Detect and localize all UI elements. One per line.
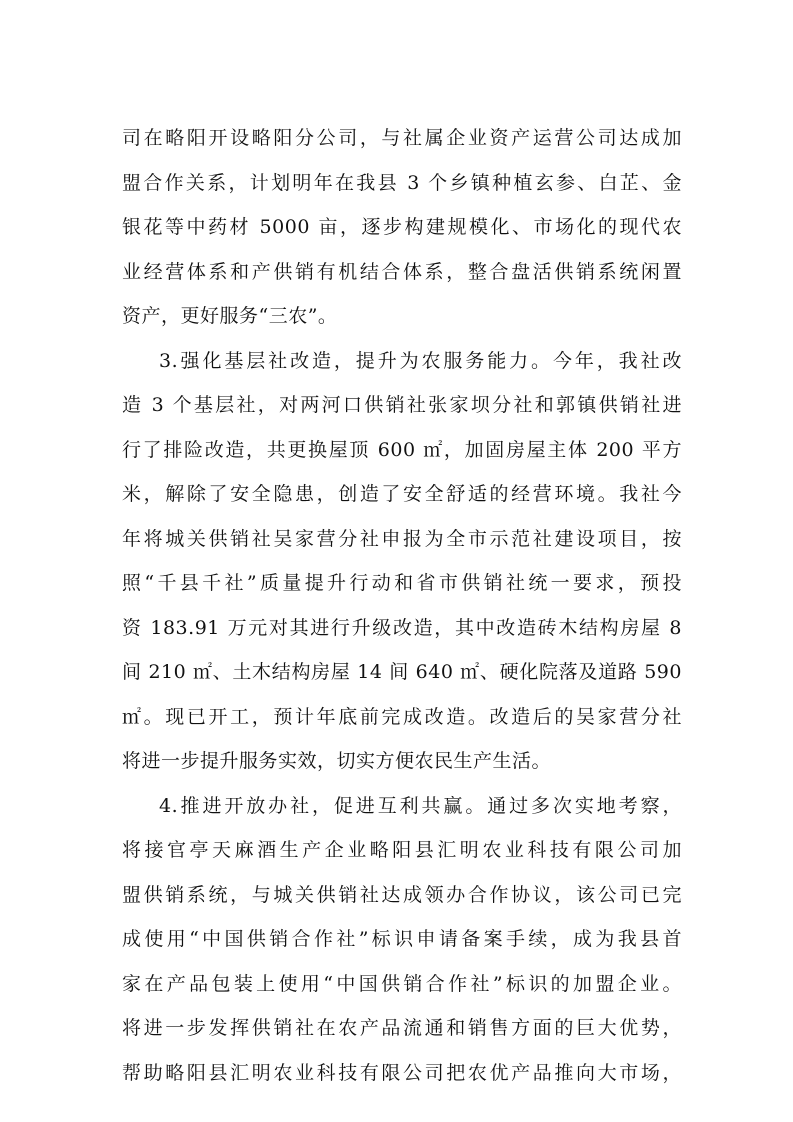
paragraph-line: 成使用“中国供销合作社”标识申请备案手续，成为我县首 — [122, 928, 682, 950]
paragraph-line: 米，解除了安全隐患，创造了安全舒适的经营环境。我社今 — [122, 483, 682, 505]
paragraph-line: 将进一步发挥供销社在农产品流通和销售方面的巨大优势， — [122, 1017, 682, 1039]
paragraph-line: 将进一步提升服务实效，切实方便农民生产生活。 — [122, 750, 552, 772]
paragraph-line: 盟供销系统，与城关供销社达成领办合作协议，该公司已完 — [122, 884, 682, 906]
paragraph-line: 盟合作关系，计划明年在我县 3 个乡镇种植玄参、白芷、金 — [122, 172, 682, 194]
paragraph-line: 银花等中药材 5000 亩，逐步构建规模化、市场化的现代农 — [122, 216, 682, 238]
paragraph-line: 业经营体系和产供销有机结合体系，整合盘活供销系统闲置 — [122, 261, 682, 283]
paragraph-line: 年将城关供销社吴家营分社申报为全市示范社建设项目，按 — [122, 528, 682, 550]
paragraph-line: ㎡。现已开工，预计年底前完成改造。改造后的吴家营分社 — [122, 706, 682, 728]
paragraph-line: 行了排险改造，共更换屋顶 600 ㎡，加固房屋主体 200 平方 — [122, 439, 682, 461]
paragraph-line: 司在略阳开设略阳分公司，与社属企业资产运营公司达成加 — [122, 127, 682, 149]
paragraph-line: 资 183.91 万元对其进行升级改造，其中改造砖木结构房屋 8 — [122, 617, 682, 639]
paragraph-line: 资产，更好服务“三农”。 — [122, 305, 338, 327]
paragraph-line: 照“千县千社”质量提升行动和省市供销社统一要求，预投 — [122, 572, 682, 594]
paragraph-line: 将接官亭天麻酒生产企业略阳县汇明农业科技有限公司加 — [122, 839, 682, 861]
paragraph-line-first: 3.强化基层社改造，提升为农服务能力。今年，我社改 — [159, 350, 682, 372]
paragraph-line: 家在产品包装上使用“中国供销合作社”标识的加盟企业。 — [122, 973, 682, 995]
paragraph-line: 造 3 个基层社，对两河口供销社张家坝分社和郭镇供销社进 — [122, 394, 682, 416]
paragraph-line-first: 4.推进开放办社，促进互利共赢。通过多次实地考察， — [159, 795, 682, 817]
paragraph-line: 间 210 ㎡、土木结构房屋 14 间 640 ㎡、硬化院落及道路 590 — [122, 661, 682, 683]
paragraph-line: 帮助略阳县汇明农业科技有限公司把农优产品推向大市场， — [122, 1062, 682, 1084]
